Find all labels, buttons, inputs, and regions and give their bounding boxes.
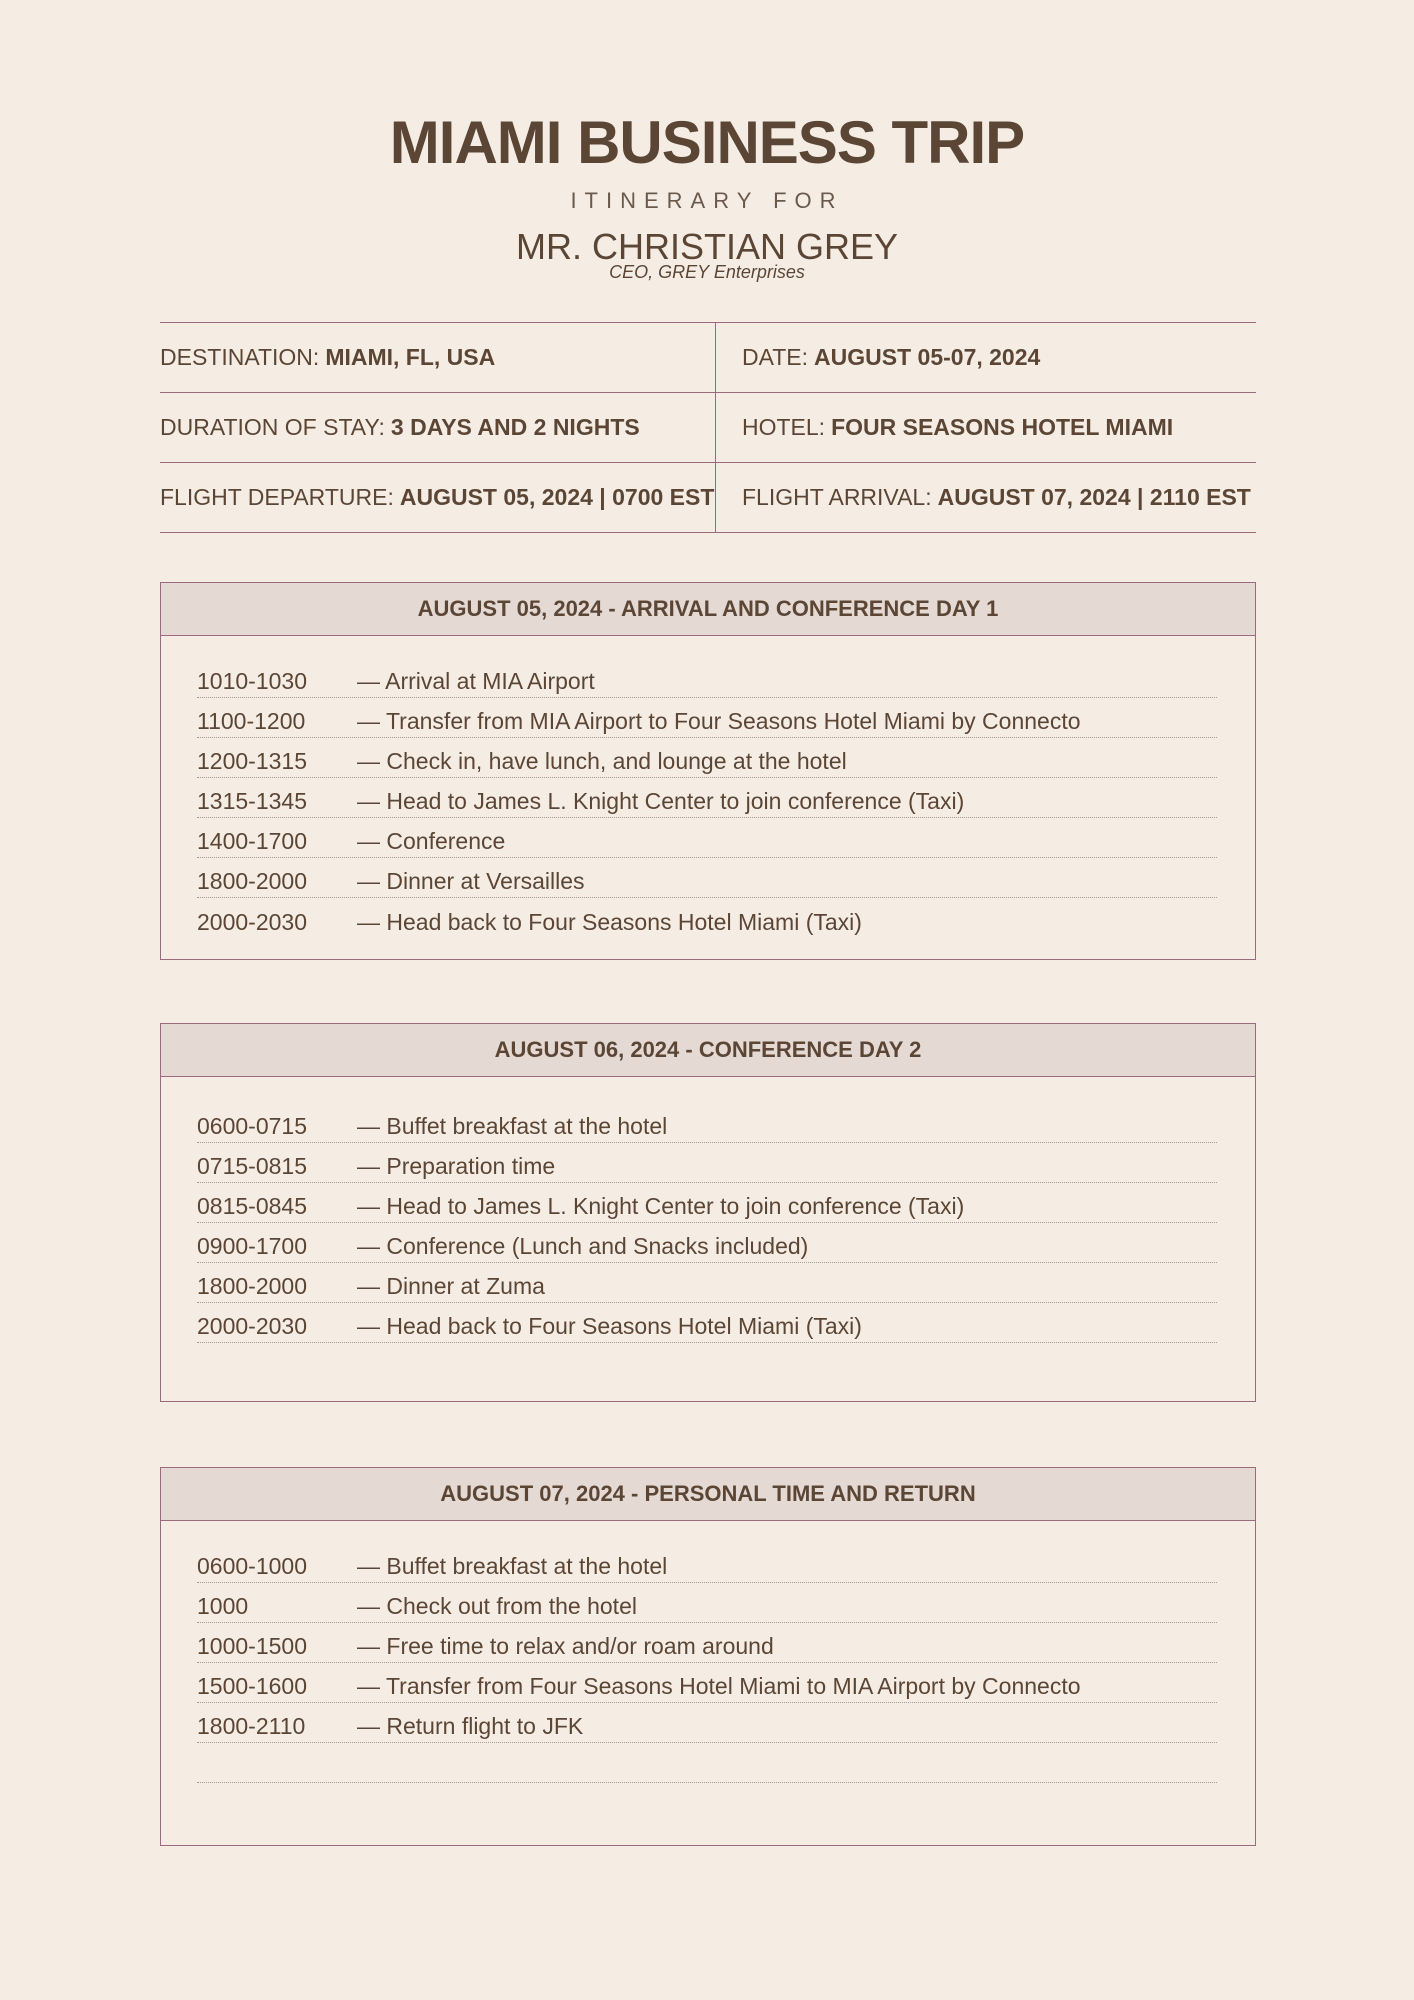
schedule-item — [197, 698, 1217, 738]
item-description: — Buffet breakfast at the hotel — [357, 1113, 667, 1140]
item-description: — Buffet breakfast at the hotel — [357, 1553, 667, 1580]
traveler-role: CEO, GREY Enterprises — [609, 262, 805, 282]
item-description: — Dinner at Versailles — [357, 868, 585, 895]
page-title: MIAMI BUSINESS TRIP — [389, 109, 1025, 176]
item-description: — Arrival at MIA Airport — [357, 668, 595, 695]
item-description: — Check out from the hotel — [357, 1593, 637, 1620]
day-3-section — [160, 1467, 1256, 1846]
item-description: — Preparation time — [357, 1153, 555, 1180]
item-time: 1200-1315 — [197, 748, 307, 774]
info-row — [160, 323, 1256, 393]
day-1-schedule — [161, 636, 1255, 938]
item-time: 2000-2030 — [197, 909, 307, 935]
item-description: — Transfer from Four Seasons Hotel Miami to MIA Airport by Connecto — [357, 1673, 1081, 1700]
schedule-item — [197, 1103, 1217, 1143]
schedule-item — [197, 658, 1217, 698]
date-cell — [716, 323, 1040, 392]
item-time: 1800-2110 — [197, 1713, 306, 1739]
schedule-item — [197, 1143, 1217, 1183]
item-time: 1400-1700 — [197, 828, 307, 854]
trip-info-table — [160, 322, 1256, 533]
date-label: DATE: — [742, 344, 809, 370]
item-description: — Head to James L. Knight Center to join conference (Taxi) — [357, 1193, 964, 1220]
arrival-value: AUGUST 07, 2024 | 2110 EST — [937, 484, 1251, 510]
item-description: — Head back to Four Seasons Hotel Miami (Taxi) — [357, 1313, 862, 1340]
day-2-schedule — [161, 1077, 1255, 1343]
day-3-header: AUGUST 07, 2024 - PERSONAL TIME AND RETURN — [161, 1468, 1255, 1521]
item-description: — Check in, have lunch, and lounge at the hotel — [357, 748, 847, 775]
item-description: — Return flight to JFK — [357, 1713, 583, 1740]
item-time: 0600-0715 — [197, 1113, 307, 1139]
schedule-item — [197, 818, 1217, 858]
item-time: 1500-1600 — [197, 1673, 307, 1699]
schedule-item — [197, 858, 1217, 898]
hotel-cell — [716, 393, 1173, 462]
schedule-item — [197, 898, 1217, 938]
item-description: — Conference — [357, 828, 505, 855]
item-description: — Transfer from MIA Airport to Four Seasons Hotel Miami by Connecto — [357, 708, 1081, 735]
duration-label: DURATION OF STAY: — [160, 414, 385, 440]
day-2-header: AUGUST 06, 2024 - CONFERENCE DAY 2 — [161, 1024, 1255, 1077]
info-row — [160, 393, 1256, 463]
item-time: 1800-2000 — [197, 868, 307, 894]
destination-cell — [160, 323, 716, 392]
date-value: AUGUST 05-07, 2024 — [814, 344, 1041, 370]
destination-value: MIAMI, FL, USA — [325, 344, 496, 370]
departure-value: AUGUST 05, 2024 | 0700 EST — [399, 484, 715, 510]
destination-label: DESTINATION: — [160, 344, 320, 370]
item-description: — Dinner at Zuma — [357, 1273, 545, 1300]
schedule-item — [197, 1583, 1217, 1623]
day-1-header: AUGUST 05, 2024 - ARRIVAL AND CONFERENCE DAY 1 — [161, 583, 1255, 636]
item-time: 0815-0845 — [197, 1193, 307, 1219]
empty-schedule-line — [197, 1743, 1217, 1783]
info-row — [160, 463, 1256, 533]
schedule-item — [197, 1623, 1217, 1663]
itinerary-subtitle: ITINERARY FOR — [570, 188, 844, 213]
item-time: 1010-1030 — [197, 668, 307, 694]
item-time: 0600-1000 — [197, 1553, 307, 1579]
item-time: 1000 — [197, 1593, 249, 1619]
traveler-name: MR. CHRISTIAN GREY — [515, 226, 899, 267]
duration-value: 3 DAYS AND 2 NIGHTS — [390, 414, 640, 440]
item-description: — Head back to Four Seasons Hotel Miami (Taxi) — [357, 909, 862, 936]
hotel-label: HOTEL: — [742, 414, 826, 440]
schedule-item — [197, 1703, 1217, 1743]
item-description: — Conference (Lunch and Snacks included) — [357, 1233, 808, 1260]
departure-label: FLIGHT DEPARTURE: — [160, 484, 394, 510]
arrival-label: FLIGHT ARRIVAL: — [742, 484, 932, 510]
schedule-item — [197, 778, 1217, 818]
schedule-item — [197, 1543, 1217, 1583]
item-description: — Head to James L. Knight Center to join conference (Taxi) — [357, 788, 964, 815]
schedule-item — [197, 1183, 1217, 1223]
departure-cell — [160, 463, 716, 532]
item-time: 0715-0815 — [197, 1153, 307, 1179]
schedule-item — [197, 1263, 1217, 1303]
day-3-schedule — [161, 1521, 1255, 1783]
schedule-item — [197, 1663, 1217, 1703]
day-2-section — [160, 1023, 1256, 1402]
item-time: 1315-1345 — [197, 788, 307, 814]
day-1-section — [160, 582, 1256, 960]
item-time: 1000-1500 — [197, 1633, 307, 1659]
schedule-item — [197, 738, 1217, 778]
duration-cell — [160, 393, 716, 462]
item-time: 0900-1700 — [197, 1233, 307, 1259]
hotel-value: FOUR SEASONS HOTEL MIAMI — [831, 414, 1174, 440]
item-time: 1800-2000 — [197, 1273, 307, 1299]
item-description: — Free time to relax and/or roam around — [357, 1633, 774, 1660]
arrival-cell — [716, 463, 1251, 532]
item-time: 1100-1200 — [197, 708, 306, 734]
schedule-item — [197, 1223, 1217, 1263]
item-time: 2000-2030 — [197, 1313, 307, 1339]
schedule-item — [197, 1303, 1217, 1343]
